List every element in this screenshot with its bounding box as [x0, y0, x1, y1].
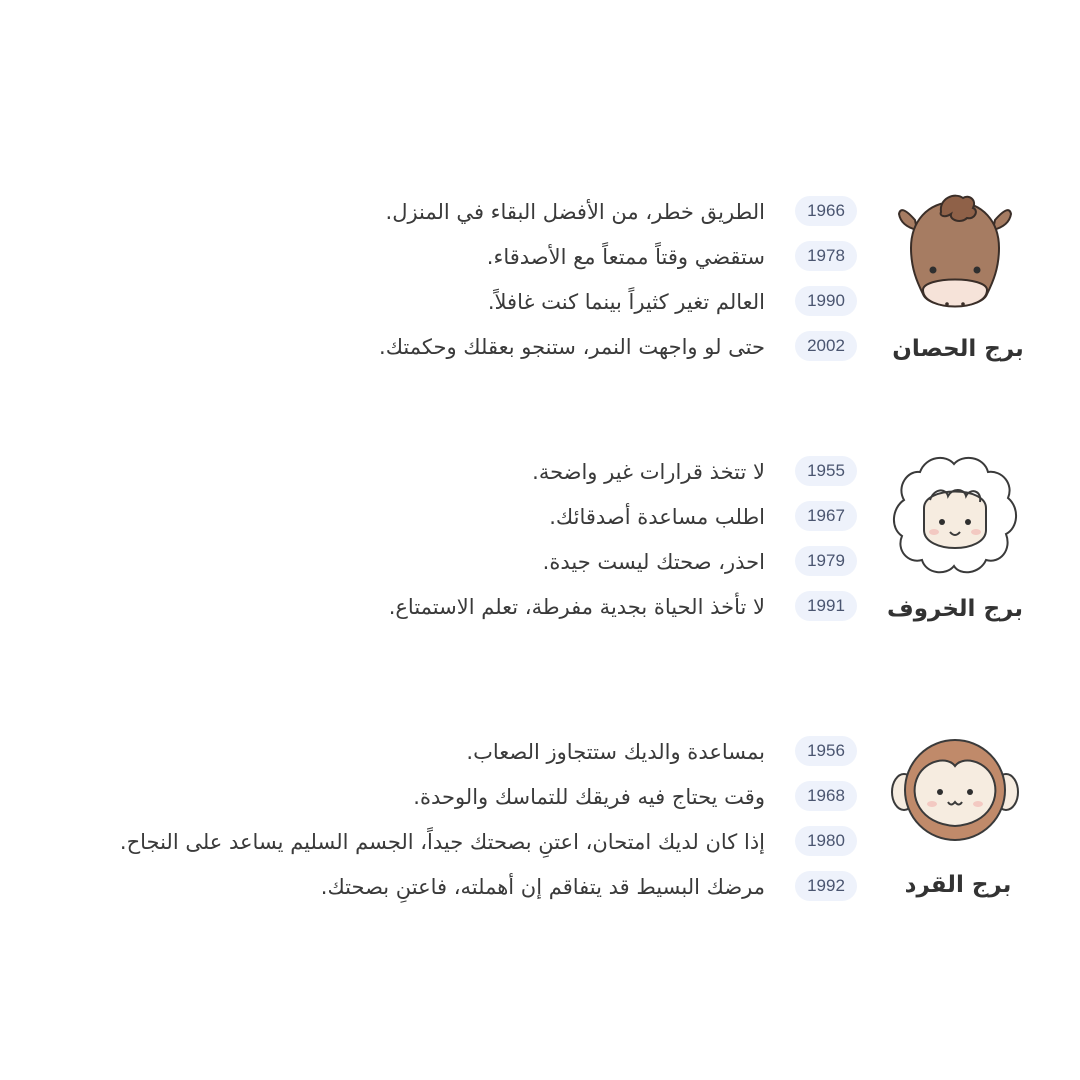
- fortune-row: [0, 869, 1080, 905]
- fortune-text: اطلب مساعدة أصدقائك.: [549, 505, 765, 529]
- sign-name-horse: برج الحصان: [892, 336, 1024, 362]
- fortune-text: مرضك البسيط قد يتفاقم إن أهملته، فاعتنِ بصحتك.: [320, 875, 765, 899]
- fortune-row: [0, 824, 1080, 860]
- year-badge: 1991: [795, 591, 857, 621]
- year-badge: 1955: [795, 456, 857, 486]
- fortune-row: [0, 284, 1080, 320]
- fortune-text: وقت يحتاج فيه فريقك للتماسك والوحدة.: [413, 785, 765, 809]
- fortune-row: [0, 454, 1080, 490]
- year-badge: 2002: [795, 331, 857, 361]
- year-badge: 1992: [795, 871, 857, 901]
- year-badge: 1956: [795, 736, 857, 766]
- fortune-text: ستقضي وقتاً ممتعاً مع الأصدقاء.: [486, 245, 765, 269]
- fortune-text: احذر، صحتك ليست جيدة.: [542, 550, 765, 574]
- fortune-row: [0, 329, 1080, 365]
- sign-section-monkey: [0, 730, 1080, 990]
- fortune-row: [0, 589, 1080, 625]
- fortune-row: [0, 499, 1080, 535]
- fortune-text: حتى لو واجهت النمر، ستنجو بعقلك وحكمتك.: [379, 335, 765, 359]
- fortune-row: [0, 779, 1080, 815]
- year-badge: 1980: [795, 826, 857, 856]
- sign-name-sheep: برج الخروف: [887, 596, 1023, 622]
- sign-section-horse: [0, 190, 1080, 450]
- fortune-text: لا تتخذ قرارات غير واضحة.: [532, 460, 765, 484]
- fortune-row: [0, 544, 1080, 580]
- fortune-text: الطريق خطر، من الأفضل البقاء في المنزل.: [385, 200, 765, 224]
- sign-section-sheep: [0, 450, 1080, 710]
- fortune-row: [0, 194, 1080, 230]
- fortune-row: [0, 239, 1080, 275]
- fortune-row: [0, 734, 1080, 770]
- year-badge: 1968: [795, 781, 857, 811]
- year-badge: 1966: [795, 196, 857, 226]
- sign-name-monkey: برج القرد: [904, 872, 1012, 898]
- year-badge: 1979: [795, 546, 857, 576]
- fortune-text: لا تأخذ الحياة بجدية مفرطة، تعلم الاستمتاع.: [388, 595, 765, 619]
- fortune-text: بمساعدة والديك ستتجاوز الصعاب.: [466, 740, 765, 764]
- fortune-text: إذا كان لديك امتحان، اعتنِ بصحتك جيداً، الجسم السليم يساعد على النجاح.: [119, 830, 765, 854]
- fortune-text: العالم تغير كثيراً بينما كنت غافلاً.: [487, 290, 765, 314]
- year-badge: 1978: [795, 241, 857, 271]
- year-badge: 1990: [795, 286, 857, 316]
- year-badge: 1967: [795, 501, 857, 531]
